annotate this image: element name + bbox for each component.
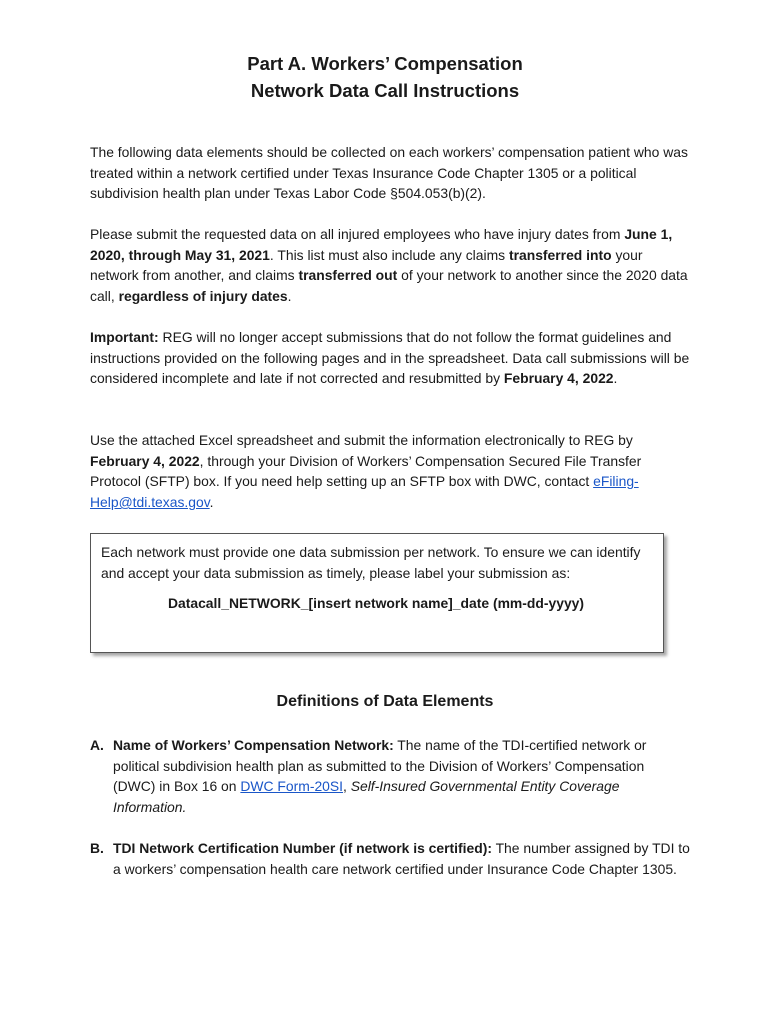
p2-regardless: regardless of injury dates xyxy=(118,288,288,305)
callout-filename-format: Datacall_NETWORK_[insert network name]_date (mm-dd-yyyy) xyxy=(167,595,585,612)
definition-desc: The number assigned by TDI to a workers’ compensation health care network certified under Insurance Code Chapter 1305. xyxy=(113,840,690,877)
p2-text-c: . This list must also include any claims xyxy=(269,246,509,263)
p2-text-e: your network from another, and claims xyxy=(90,246,643,284)
submission-text-c: , through your Division of Workers’ Compensation Secured File Transfer Protocol (SFTP) box. If you need help setting up an SFTP box with DWC, contact xyxy=(90,452,642,490)
efiling-help-email-link[interactable]: eFiling-Help@tdi.texas.gov xyxy=(90,473,639,511)
p2-text-a: Please submit the requested data on all injured employees who have injury dates from xyxy=(90,226,625,242)
important-deadline: February 4, 2022 xyxy=(503,370,614,387)
definition-desc-italic: Self-Insured Governmental Entity Coverage Information. xyxy=(113,778,620,816)
definition-term: Name of Workers’ Compensation Network: xyxy=(113,737,394,753)
important-text: REG will no longer accept submissions that do not follow the format guidelines and instructions provided on the following pages and in the spreadsheet. Data call submissions will be considered incomplete and late if not corrected and resubmitted by xyxy=(90,329,690,387)
definition-term: TDI Network Certification Number (if network is certified): xyxy=(113,840,492,856)
submission-end: . xyxy=(209,494,214,511)
intro-paragraph-2 xyxy=(90,224,690,307)
important-end: . xyxy=(613,370,618,387)
important-label: Important: xyxy=(90,329,159,345)
p2-text-g: of your network to another since the 2020 data call, xyxy=(90,267,688,305)
definition-item-b xyxy=(90,838,690,879)
definition-letter: B. xyxy=(90,840,104,856)
intro-paragraph-1: The following data elements should be collected on each workers’ compensation patient who was treated within a network certified under Texas Insurance Code Chapter 1305 or a political subdivision health plan under Texas Labor Code §504.053(b)(2). xyxy=(90,144,688,202)
definitions-heading: Definitions of Data Elements xyxy=(276,693,494,710)
important-paragraph xyxy=(90,327,690,389)
definition-desc: The name of the TDI-certified network or political subdivision health plan as submitted to the Division of Workers’ Compensation (DWC) in Box 16 on xyxy=(113,737,647,795)
naming-callout-box xyxy=(90,533,664,653)
title-line-2: Network Data Call Instructions xyxy=(250,80,520,101)
submission-text-a: Use the attached Excel spreadsheet and submit the information electronically to REG by xyxy=(90,432,633,448)
definition-body xyxy=(113,735,690,818)
submission-deadline: February 4, 2022 xyxy=(90,452,200,469)
definition-letter: A. xyxy=(90,737,104,753)
p2-transferred-out: transferred out xyxy=(298,267,398,284)
p2-date-range: June 1, 2020, through May 31, 2021 xyxy=(90,226,673,263)
definition-desc-sep: , xyxy=(343,778,351,795)
dwc-form-20si-link[interactable]: DWC Form-20SI xyxy=(240,778,344,795)
title-line-1: Part A. Workers’ Compensation xyxy=(247,53,523,74)
callout-text: Each network must provide one data submission per network. To ensure we can identify and accept your data submission as timely, please label your submission as: xyxy=(101,544,641,581)
definition-body xyxy=(113,838,690,879)
p2-transferred-into: transferred into xyxy=(508,246,612,263)
definition-item-a xyxy=(90,735,690,818)
p2-text-i: . xyxy=(287,288,292,305)
submission-paragraph xyxy=(90,430,690,513)
page-title xyxy=(0,50,770,104)
